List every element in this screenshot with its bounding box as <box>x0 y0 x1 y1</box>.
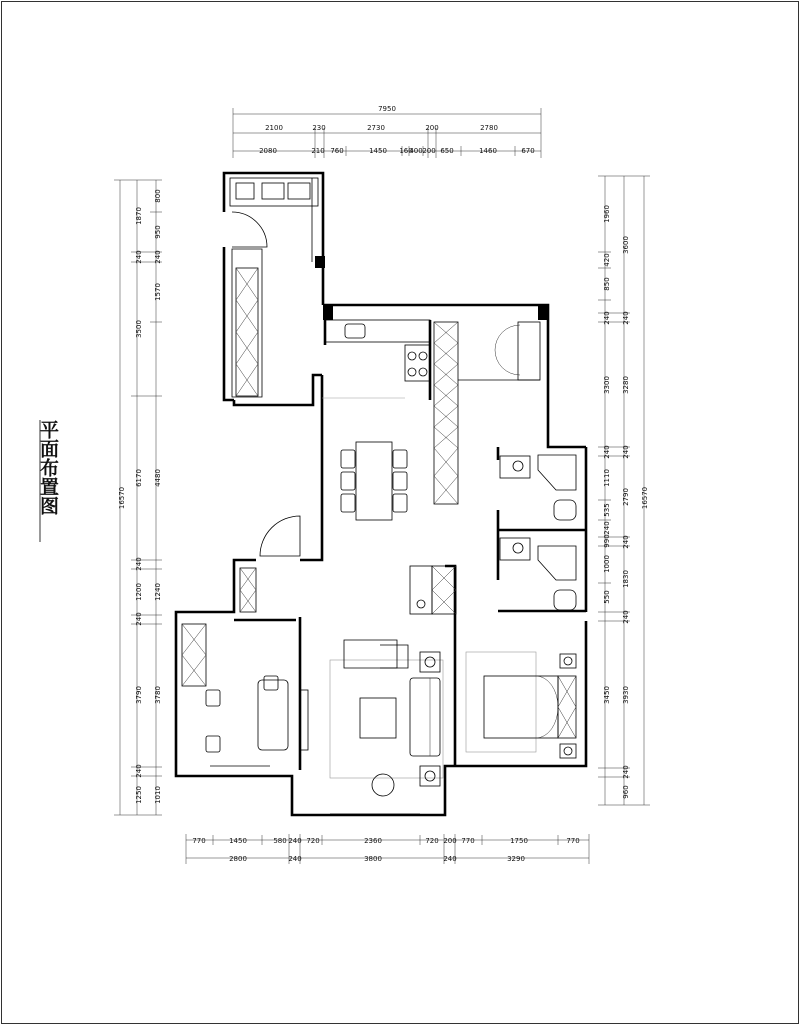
dim-right-l: 1960 <box>603 205 611 223</box>
dim-right-h: 240 <box>622 610 630 624</box>
dim-bot-f: 2360 <box>364 837 382 845</box>
dim-left-i: 240 <box>135 764 143 778</box>
dim-right-f: 240 <box>622 535 630 549</box>
dim-bot-h: 200 <box>443 837 457 845</box>
dim-bot-c: 580 <box>273 837 287 845</box>
study-sofa <box>258 680 288 750</box>
dim-left-g: 240 <box>135 612 143 626</box>
dim-bot-d: 240 <box>288 837 302 845</box>
bottom-dimensions <box>186 834 589 864</box>
study-room <box>182 516 300 766</box>
dim-top-f: 2080 <box>259 147 277 155</box>
left-dimensions <box>114 180 162 815</box>
dim-left-d: 6170 <box>135 469 143 487</box>
dim-top-l: 200 <box>422 147 436 155</box>
dim-bot-p: 3290 <box>507 855 525 863</box>
dim-bot-l: 2800 <box>229 855 247 863</box>
dim-left-c: 3500 <box>135 320 143 338</box>
dim-top-g: 210 <box>311 147 325 155</box>
dining-table <box>356 442 392 520</box>
dim-left-q: 3780 <box>154 686 162 704</box>
dim-left-n: 1570 <box>154 283 162 301</box>
dim-left-l: 950 <box>154 225 162 239</box>
dim-bot-g: 720 <box>425 837 439 845</box>
dim-right-b: 240 <box>622 311 630 325</box>
dim-left-b: 240 <box>135 250 143 264</box>
dim-right-i: 3930 <box>622 686 630 704</box>
living-room <box>300 566 456 814</box>
dim-right-s: 535 <box>603 503 611 517</box>
dim-top-j: 160 <box>399 147 413 155</box>
lounge-chair <box>372 774 394 796</box>
dim-top-c: 2730 <box>367 124 385 132</box>
dim-bot-j: 1750 <box>510 837 528 845</box>
dim-right-c: 3280 <box>622 376 630 394</box>
dim-right-n: 850 <box>603 277 611 291</box>
right-dimensions <box>598 176 650 805</box>
dim-bot-i: 770 <box>461 837 475 845</box>
central-wardrobe <box>434 322 540 504</box>
double-bed <box>484 676 558 738</box>
dim-right-r: 1110 <box>603 469 611 487</box>
dim-right-u: 990 <box>603 534 611 548</box>
dim-right-o: 240 <box>603 311 611 325</box>
dim-right-v: 1000 <box>603 555 611 573</box>
dim-top-n: 1460 <box>479 147 497 155</box>
dim-left-a: 1870 <box>135 207 143 225</box>
dim-top-m: 650 <box>440 147 454 155</box>
dim-bot-k: 770 <box>566 837 580 845</box>
dim-bot-o: 240 <box>443 855 457 863</box>
dim-top-a: 2100 <box>265 124 283 132</box>
dim-left-j: 1250 <box>135 786 143 804</box>
dim-left-h: 3790 <box>135 686 143 704</box>
bathrooms <box>500 455 576 610</box>
dim-top-e: 2780 <box>480 124 498 132</box>
dim-bot-e: 720 <box>306 837 320 845</box>
toilet-2 <box>554 590 576 610</box>
dim-right-a: 3600 <box>622 236 630 254</box>
dim-bot-n: 3800 <box>364 855 382 863</box>
dining-set <box>341 442 407 520</box>
top-dimensions <box>233 105 541 158</box>
dim-top-d: 200 <box>425 124 439 132</box>
dim-top-total: 7950 <box>378 105 396 113</box>
living-sofa <box>410 678 440 756</box>
dim-left-k: 800 <box>154 189 162 203</box>
dim-top-h: 760 <box>330 147 344 155</box>
dim-right-e: 2790 <box>622 488 630 506</box>
dim-top-k: 400 <box>409 147 423 155</box>
dim-bot-m: 240 <box>288 855 302 863</box>
study-door <box>260 516 300 556</box>
dim-top-b: 230 <box>312 124 326 132</box>
dim-bot-a: 770 <box>192 837 206 845</box>
toilet-1 <box>554 500 576 520</box>
dim-right-g: 1830 <box>622 570 630 588</box>
dim-top-i: 1450 <box>369 147 387 155</box>
kitchen-area <box>230 178 430 398</box>
dim-right-k: 960 <box>622 785 630 799</box>
dim-right-p: 3300 <box>603 376 611 394</box>
dim-left-m: 240 <box>154 250 162 264</box>
coffee-table <box>360 698 396 738</box>
walls <box>176 173 586 815</box>
dim-left-f: 1200 <box>135 583 143 601</box>
kitchen-sink <box>345 324 365 338</box>
dim-right-total: 16570 <box>641 486 649 510</box>
dim-right-m: 420 <box>603 253 611 267</box>
dim-left-total: 16570 <box>118 486 126 510</box>
master-bedroom <box>466 652 576 766</box>
dim-right-w: 550 <box>603 590 611 604</box>
dim-left-r: 1010 <box>154 786 162 804</box>
dim-left-o: 4480 <box>154 469 162 487</box>
shoe-cabinet <box>236 268 258 396</box>
cooktop <box>405 345 430 381</box>
dim-right-q: 240 <box>603 445 611 459</box>
dim-bot-b: 1450 <box>229 837 247 845</box>
entry-door <box>232 212 267 247</box>
dim-left-p: 1240 <box>154 583 162 601</box>
dim-right-d: 240 <box>622 445 630 459</box>
dim-top-o: 670 <box>521 147 535 155</box>
dim-right-t: 240 <box>603 521 611 535</box>
drawing-title: 平面布置图 <box>37 420 59 515</box>
dim-right-x: 3450 <box>603 686 611 704</box>
dim-right-j: 240 <box>622 765 630 779</box>
dim-left-e: 240 <box>135 557 143 571</box>
